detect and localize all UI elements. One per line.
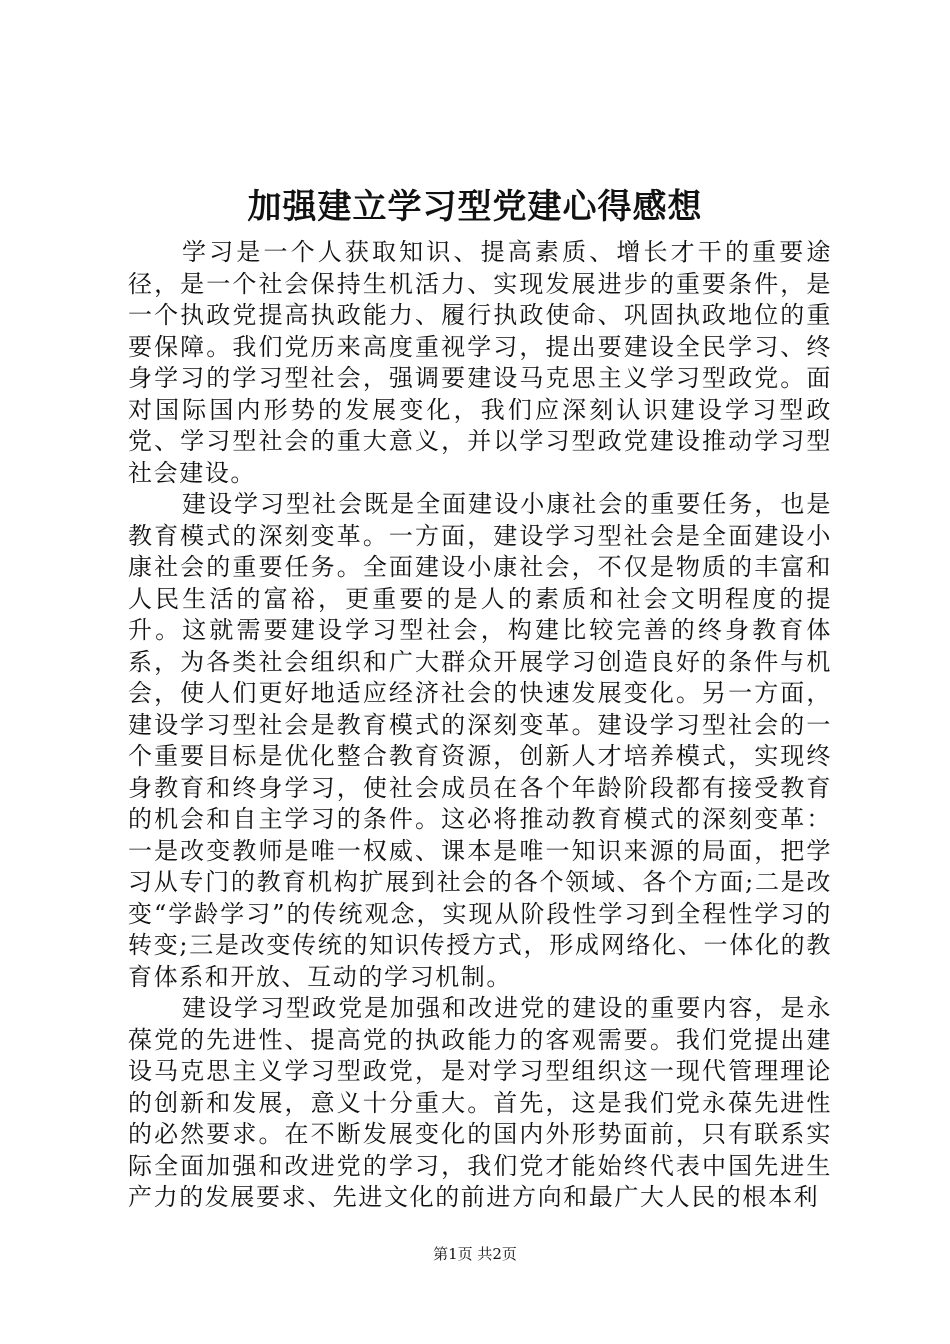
page-number-footer: 第1页 共2页 <box>433 1245 517 1263</box>
paragraph-1: 学习是一个人获取知识、提高素质、增长才干的重要途径，是一个社会保持生机活力、实现发展进步的重要条件，是一个执政党提高执政能力、履行执政使命、巩固执政地位的重要保障。我们党历来高度重视学习，提出要建设全民学习、终身学习的学习型社会，强调要建设马克思主义学习型政党。面对国际国内形势的发展变化，我们应深刻认识建设学习型政党、学习型社会的重大意义，并以学习型政党建设推动学习型社会建设。 <box>128 238 832 487</box>
document-title: 加强建立学习型党建心得感想 <box>247 187 703 227</box>
paragraph-2: 建设学习型社会既是全面建设小康社会的重要任务，也是教育模式的深刻变革。一方面，建设学习型社会是全面建设小康社会的重要任务。全面建设小康社会，不仅是物质的丰富和人民生活的富裕，更重要的是人的素质和社会文明程度的提升。这就需要建设学习型社会，构建比较完善的终身教育体系，为各类社会组织和广大群众开展学习创造良好的条件与机会，使人们更好地适应经济社会的快速发展变化。另一方面，建设学习型社会是教育模式的深刻变革。建设学习型社会的一个重要目标是优化整合教育资源，创新人才培养模式，实现终身教育和终身学习，使社会成员在各个年龄阶段都有接受教育的机会和自主学习的条件。这必将推动教育模式的深刻变革：一是改变教师是唯一权威、课本是唯一知识来源的局面，把学习从专门的教育机构扩展到社会的各个领域、各个方面;二是改变“学龄学习”的传统观念，实现从阶段性学习到全程性学习的转变;三是改变传统的知识传授方式，形成网络化、一体化的教育体系和开放、互动的学习机制。 <box>128 490 832 991</box>
document-body <box>128 237 832 1214</box>
paragraph-3: 建设学习型政党是加强和改进党的建设的重要内容，是永葆党的先进性、提高党的执政能力的客观需要。我们党提出建设马克思主义学习型政党，是对学习型组织这一现代管理理论的创新和发展，意义十分重大。首先，这是我们党永葆先进性的必然要求。在不断发展变化的国内外形势面前，只有联系实际全面加强和改进党的学习，我们党才能始终代表中国先进生产力的发展要求、先进文化的前进方向和最广大人民的根本利 <box>128 994 832 1211</box>
